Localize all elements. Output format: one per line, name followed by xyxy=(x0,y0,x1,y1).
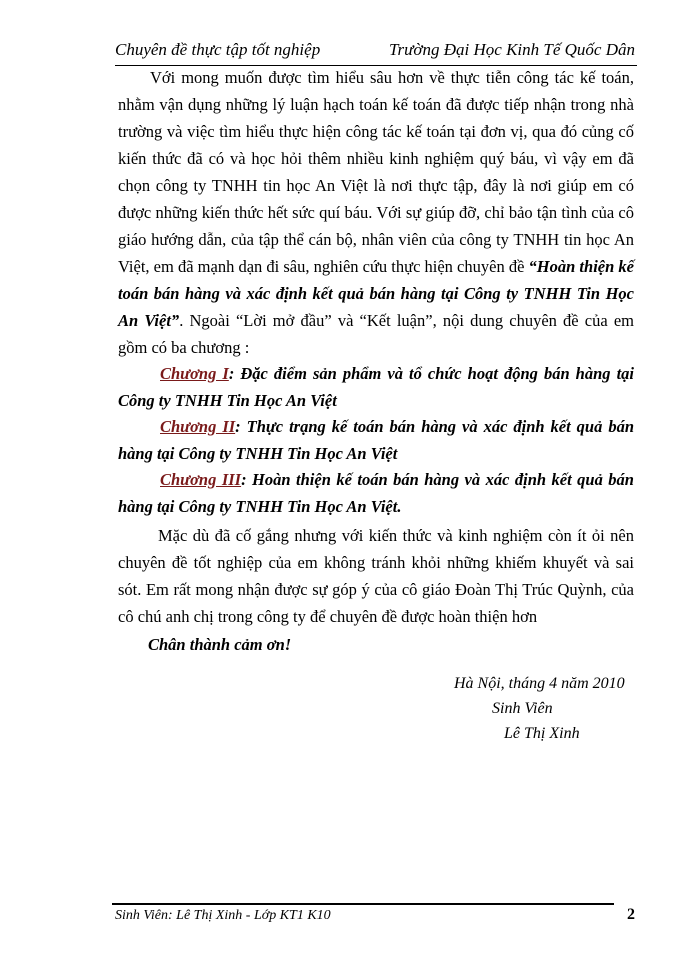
chapter-label: Chương II xyxy=(160,417,236,436)
chapter-item xyxy=(118,467,634,520)
chapter-sep: : xyxy=(241,470,253,489)
chapter-item xyxy=(118,361,634,414)
page-number: 2 xyxy=(627,906,635,923)
header-left: Chuyên đề thực tập tốt nghiệp xyxy=(115,40,321,59)
chapter-item xyxy=(118,414,634,467)
signature-name: Lê Thị Xinh xyxy=(504,725,580,742)
chapter-text: Hoàn thiện kế toán bán hàng và xác định kết quả bán hàng tại Công ty TNHH Tin Học An Việt. xyxy=(118,470,634,516)
document-body xyxy=(118,64,634,660)
chapter-label: Chương I xyxy=(160,364,229,383)
page-footer xyxy=(115,906,635,924)
chapter-sep: : xyxy=(235,417,247,436)
intro-text-before: Với mong muốn được tìm hiểu sâu hơn về thực tiễn công tác kế toán, nhằm vận dụng những lý luận hạch toán kế toán đã được tiếp nhận trong nhà trường và việc tìm hiểu thực hiện công tác kế toán tại đơn vị, qua đó củng cố kiến thức đã có và học hỏi thêm nhiều kinh nghiệm quý báu, vì vậy em đã chọn công ty TNHH tin học An Việt là nơi thực tập, đây là nơi giúp em có được những kiến thức hết sức quí báu. Với sự giúp đỡ, chỉ bảo tận tình của cô giáo hướng dẫn, của tập thể cán bộ, nhân viên của công ty TNHH tin học An Việt, em đã mạnh dạn đi sâu, nghiên cứu thực hiện chuyên đề xyxy=(118,68,634,276)
intro-text-after: . Ngoài “Lời mở đầu” và “Kết luận”, nội dung chuyên đề của em gồm có ba chương : xyxy=(118,311,634,357)
signature-role: Sinh Viên xyxy=(492,700,553,717)
chapter-sep: : xyxy=(228,364,241,383)
page-header xyxy=(115,40,635,60)
chapter-text: Đặc điểm sản phẩm và tổ chức hoạt động bán hàng tại Công ty TNHH Tin Học An Việt xyxy=(118,364,634,410)
footer-divider xyxy=(112,903,614,905)
chapter-text: Thực trạng kế toán bán hàng và xác định kết quả bán hàng tại Công ty TNHH Tin Học An Việt xyxy=(118,417,634,463)
signature-block xyxy=(454,671,625,746)
thesis-title: “Hoàn thiện kế toán bán hàng và xác định kết quả bán hàng tại Công ty TNHH Tin Học An Việt” xyxy=(118,257,634,330)
intro-paragraph xyxy=(118,64,634,361)
header-right: Trường Đại Học Kinh Tế Quốc Dân xyxy=(389,40,635,59)
chapter-list xyxy=(118,361,634,520)
footer-student: Sinh Viên: Lê Thị Xinh - Lớp KT1 K10 xyxy=(115,908,331,923)
signature-place-date: Hà Nội, tháng 4 năm 2010 xyxy=(454,675,625,692)
conclusion-paragraph: Mặc dù đã cố gắng nhưng với kiến thức và kinh nghiệm còn ít ỏi nên chuyên đề tốt nghiệp của em không tránh khỏi những khiếm khuyết và sai sót. Em rất mong nhận được sự góp ý của cô giáo Đoàn Thị Trúc Quỳnh, của cô chú anh chị trong công ty để chuyên đề được hoàn thiện hơn xyxy=(118,526,634,626)
chapter-label: Chương III xyxy=(160,470,242,489)
thanks-line: Chân thành cảm ơn! xyxy=(148,635,292,654)
